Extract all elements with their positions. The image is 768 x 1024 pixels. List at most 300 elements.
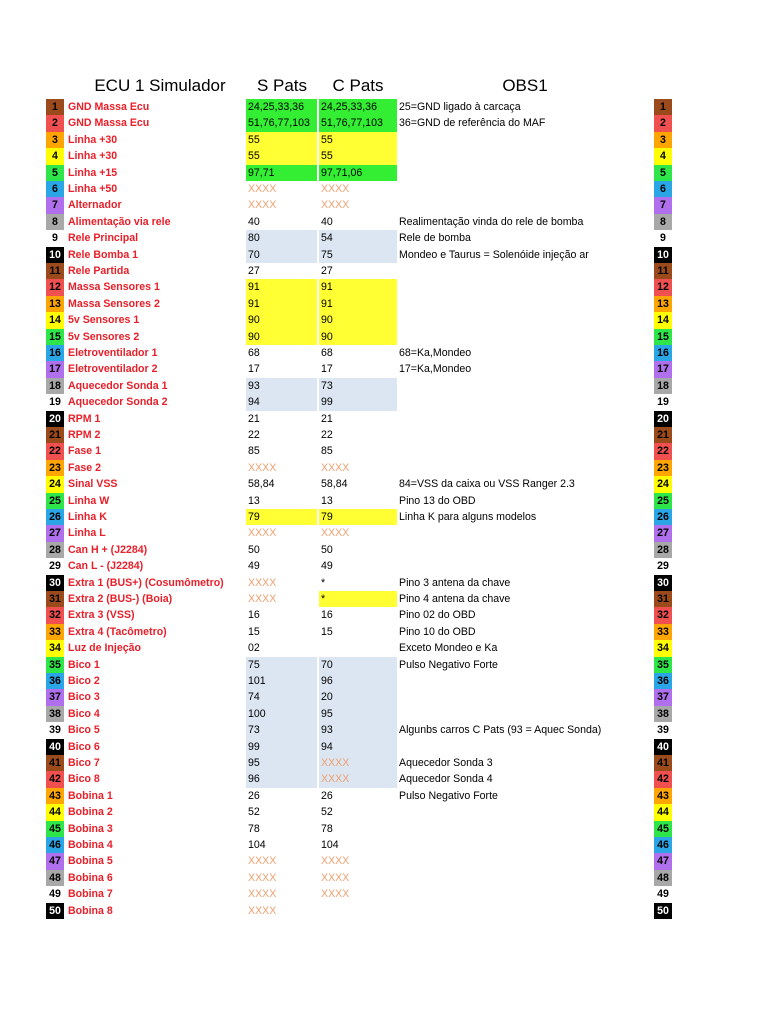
spats-value: 95 xyxy=(246,755,317,771)
pin-number: 34 xyxy=(46,640,64,656)
pin-number-right: 18 xyxy=(654,378,672,394)
pin-number-right: 15 xyxy=(654,329,672,345)
spats-value: 74 xyxy=(246,689,317,705)
cpats-value: 94 xyxy=(319,739,397,755)
pin-name: Aquecedor Sonda 2 xyxy=(68,396,168,409)
pin-number-right: 33 xyxy=(654,624,672,640)
pin-number: 44 xyxy=(46,804,64,820)
pin-number-right: 30 xyxy=(654,575,672,591)
table-row xyxy=(0,837,768,853)
table-row xyxy=(0,788,768,804)
spats-value: 40 xyxy=(248,215,260,228)
cpats-value: 16 xyxy=(321,609,333,622)
spats-value: 99 xyxy=(246,739,317,755)
pin-number-right: 34 xyxy=(654,640,672,656)
pin-name: Linha +50 xyxy=(68,183,118,195)
pin-number-right: 49 xyxy=(654,886,672,902)
spats-value: 101 xyxy=(246,673,317,689)
pin-number-right: 7 xyxy=(654,197,672,213)
pin-number: 4 xyxy=(46,148,64,164)
table-row xyxy=(0,739,768,755)
pin-number: 45 xyxy=(46,821,64,837)
spats-value: XXXX xyxy=(248,888,277,901)
pin-number-right: 45 xyxy=(654,821,672,837)
pin-number-right: 44 xyxy=(654,804,672,820)
spats-value: XXXX xyxy=(248,199,277,212)
pin-name: Linha +30 xyxy=(68,150,118,163)
table-row xyxy=(0,214,768,230)
observation: 36=GND de referência do MAF xyxy=(399,117,546,130)
pin-number: 33 xyxy=(46,624,64,640)
spats-value: 93 xyxy=(246,378,317,394)
observation: Pino 3 antena da chave xyxy=(399,576,511,589)
table-row xyxy=(0,460,768,476)
cpats-value: 40 xyxy=(321,215,333,228)
title-header: ECU 1 Simulador xyxy=(94,76,226,95)
spats-value: 51,76,77,103 xyxy=(246,115,317,131)
observation xyxy=(399,148,649,164)
observation: Pulso Negativo Forte xyxy=(399,658,498,671)
pin-number-right: 32 xyxy=(654,607,672,623)
table-row xyxy=(0,165,768,181)
pin-number: 24 xyxy=(46,476,64,492)
pin-number: 12 xyxy=(46,279,64,295)
spats-value: 55 xyxy=(246,148,317,164)
pin-number: 13 xyxy=(46,296,64,312)
cpats-value: 27 xyxy=(321,265,333,277)
pin-number-right: 22 xyxy=(654,443,672,459)
table-row xyxy=(0,443,768,459)
observation xyxy=(399,853,649,869)
pin-number: 26 xyxy=(46,509,64,525)
pin-number-right: 17 xyxy=(654,361,672,377)
pin-number-right: 2 xyxy=(654,115,672,131)
observation xyxy=(399,706,649,722)
observation xyxy=(399,870,649,886)
observation: 84=VSS da caixa ou VSS Ranger 2.3 xyxy=(399,478,575,491)
table-row xyxy=(0,591,768,607)
observation xyxy=(399,673,649,689)
spats-header: S Pats xyxy=(256,76,308,95)
cpats-value: 90 xyxy=(319,329,397,345)
table-row xyxy=(0,657,768,673)
pin-number-right: 8 xyxy=(654,214,672,230)
table-row xyxy=(0,345,768,361)
cpats-value: XXXX xyxy=(321,527,350,540)
cpats-value: 96 xyxy=(319,673,397,689)
table-row xyxy=(0,493,768,509)
pin-name: Extra 1 (BUS+) (Cosumômetro) xyxy=(68,576,224,589)
spats-value: 16 xyxy=(248,609,260,622)
pin-number: 20 xyxy=(46,411,64,427)
pin-number-right: 37 xyxy=(654,689,672,705)
table-row xyxy=(0,476,768,492)
table-row xyxy=(0,394,768,410)
pin-number: 38 xyxy=(46,706,64,722)
cpats-value: 26 xyxy=(321,789,333,802)
spats-value: 50 xyxy=(248,543,260,556)
pin-name: Bico 5 xyxy=(68,724,100,737)
pin-number: 1 xyxy=(46,99,64,115)
observation xyxy=(399,296,649,312)
pin-number-right: 23 xyxy=(654,460,672,476)
cpats-value: 99 xyxy=(319,394,397,410)
cpats-value: XXXX xyxy=(321,855,350,868)
spats-value: 73 xyxy=(246,722,317,738)
table-row xyxy=(0,870,768,886)
cpats-value: 85 xyxy=(321,445,333,458)
pin-number: 31 xyxy=(46,591,64,607)
pin-name: Aquecedor Sonda 1 xyxy=(68,379,168,392)
pin-number: 15 xyxy=(46,329,64,345)
observation: Pulso Negativo Forte xyxy=(399,789,498,802)
observation xyxy=(399,542,649,558)
pin-name: Extra 3 (VSS) xyxy=(68,609,135,622)
cpats-value: 20 xyxy=(319,689,397,705)
pin-number: 48 xyxy=(46,870,64,886)
table-row xyxy=(0,804,768,820)
cpats-value xyxy=(319,903,397,919)
pin-name: 5v Sensores 1 xyxy=(68,314,140,327)
spats-value: 15 xyxy=(248,625,260,638)
spats-value: 91 xyxy=(246,296,317,312)
spats-value: 94 xyxy=(246,394,317,410)
cpats-value: 22 xyxy=(321,429,333,441)
pin-name: Can H + (J2284) xyxy=(68,543,148,556)
observation xyxy=(399,329,649,345)
spats-value: 79 xyxy=(246,509,317,525)
observation: 17=Ka,Mondeo xyxy=(399,363,472,376)
cpats-value: XXXX xyxy=(321,461,350,474)
observation: Aquecedor Sonda 3 xyxy=(399,757,493,769)
pin-name: 5v Sensores 2 xyxy=(68,330,140,343)
pin-number: 23 xyxy=(46,460,64,476)
spats-value: 52 xyxy=(248,806,260,819)
pin-name: Luz de Injeção xyxy=(68,642,141,655)
pin-number: 29 xyxy=(46,558,64,574)
pin-number: 17 xyxy=(46,361,64,377)
observation xyxy=(399,443,649,459)
cpats-value: 79 xyxy=(319,509,397,525)
pin-number-right: 12 xyxy=(654,279,672,295)
observation xyxy=(399,689,649,705)
cpats-value: 91 xyxy=(319,279,397,295)
cpats-value: 54 xyxy=(319,230,397,246)
pin-name: Bobina 8 xyxy=(68,904,113,917)
table-row xyxy=(0,427,768,443)
pin-number: 39 xyxy=(46,722,64,738)
pin-name: Bico 2 xyxy=(68,675,100,687)
pin-name: Linha K xyxy=(68,511,107,523)
spats-value: XXXX xyxy=(248,527,277,540)
pin-name: Rele Principal xyxy=(68,232,139,245)
pin-number-right: 36 xyxy=(654,673,672,689)
pin-number: 36 xyxy=(46,673,64,689)
table-row xyxy=(0,821,768,837)
pin-name: Massa Sensores 2 xyxy=(68,297,160,310)
table-row xyxy=(0,378,768,394)
cpats-value: * xyxy=(321,576,326,589)
spats-value: 80 xyxy=(246,230,317,246)
pin-name: Linha W xyxy=(68,494,110,507)
pin-number-right: 1 xyxy=(654,99,672,115)
pin-number-right: 39 xyxy=(654,722,672,738)
pin-number-right: 6 xyxy=(654,181,672,197)
cpats-value: XXXX xyxy=(319,771,397,787)
cpats-value: 13 xyxy=(321,494,333,507)
observation xyxy=(399,821,649,837)
pin-name: RPM 2 xyxy=(68,429,101,441)
cpats-value xyxy=(319,640,397,656)
cpats-value: 95 xyxy=(319,706,397,722)
pin-number-right: 21 xyxy=(654,427,672,443)
table-row xyxy=(0,197,768,213)
observation xyxy=(399,411,649,427)
table-row xyxy=(0,247,768,263)
spats-value: 90 xyxy=(246,329,317,345)
spats-value: 75 xyxy=(246,657,317,673)
obs-header: OBS1 xyxy=(502,76,548,95)
cpats-value: 55 xyxy=(319,148,397,164)
pin-number: 28 xyxy=(46,542,64,558)
pin-number: 50 xyxy=(46,903,64,919)
pin-number: 16 xyxy=(46,345,64,361)
table-row xyxy=(0,230,768,246)
pin-number-right: 9 xyxy=(654,230,672,246)
table-row xyxy=(0,903,768,919)
table-row xyxy=(0,411,768,427)
table-row xyxy=(0,279,768,295)
table-row xyxy=(0,722,768,738)
table-row xyxy=(0,329,768,345)
table-row xyxy=(0,755,768,771)
observation xyxy=(399,739,649,755)
pin-name: Alimentação via rele xyxy=(68,215,171,228)
pin-number-right: 42 xyxy=(654,771,672,787)
spats-value: 78 xyxy=(248,822,260,835)
cpats-value: XXXX xyxy=(321,871,350,884)
pin-number-right: 41 xyxy=(654,755,672,771)
observation xyxy=(399,903,649,919)
pin-name: Bico 4 xyxy=(68,707,100,720)
pin-number-right: 46 xyxy=(654,837,672,853)
pin-number: 40 xyxy=(46,739,64,755)
table-row xyxy=(0,558,768,574)
pin-number: 9 xyxy=(46,230,64,246)
observation xyxy=(399,804,649,820)
pin-number-right: 38 xyxy=(654,706,672,722)
pin-number-right: 5 xyxy=(654,165,672,181)
cpats-value: * xyxy=(319,591,397,607)
observation: Pino 4 antena da chave xyxy=(399,593,511,605)
observation xyxy=(399,197,649,213)
table-row xyxy=(0,689,768,705)
observation xyxy=(399,837,649,853)
observation xyxy=(399,378,649,394)
observation xyxy=(399,460,649,476)
table-row xyxy=(0,673,768,689)
pin-number-right: 47 xyxy=(654,853,672,869)
pin-number-right: 13 xyxy=(654,296,672,312)
table-row xyxy=(0,132,768,148)
pin-number: 42 xyxy=(46,771,64,787)
pin-name: GND Massa Ecu xyxy=(68,101,150,113)
pin-number-right: 43 xyxy=(654,788,672,804)
observation xyxy=(399,394,649,410)
cpats-value: 73 xyxy=(319,378,397,394)
observation: Algunbs carros C Pats (93 = Aquec Sonda) xyxy=(399,724,602,737)
table-row xyxy=(0,706,768,722)
cpats-value: 21 xyxy=(321,412,333,425)
observation xyxy=(399,165,649,181)
pin-number-right: 10 xyxy=(654,247,672,263)
pin-number-right: 35 xyxy=(654,657,672,673)
pin-name: Bobina 2 xyxy=(68,806,113,819)
pin-number-right: 28 xyxy=(654,542,672,558)
spats-value: 26 xyxy=(248,789,260,802)
pin-name: Bico 7 xyxy=(68,757,100,769)
observation xyxy=(399,263,649,279)
cpats-value: XXXX xyxy=(321,888,350,901)
cpats-value: 75 xyxy=(319,247,397,263)
table-row xyxy=(0,148,768,164)
pin-number-right: 29 xyxy=(654,558,672,574)
pin-number: 37 xyxy=(46,689,64,705)
pin-name: Fase 1 xyxy=(68,445,101,458)
spats-value: 22 xyxy=(248,429,260,441)
table-row xyxy=(0,361,768,377)
spats-value: 58,84 xyxy=(248,478,275,491)
observation: Pino 02 do OBD xyxy=(399,609,476,622)
table-row xyxy=(0,296,768,312)
pin-name: Sinal VSS xyxy=(68,478,118,491)
pin-number: 30 xyxy=(46,575,64,591)
pin-name: Extra 4 (Tacômetro) xyxy=(68,625,167,638)
cpats-value: 50 xyxy=(321,543,333,556)
pin-name: Bobina 4 xyxy=(68,839,113,851)
spats-value: XXXX xyxy=(248,461,277,474)
pin-number: 32 xyxy=(46,607,64,623)
pin-number-right: 40 xyxy=(654,739,672,755)
pin-number: 8 xyxy=(46,214,64,230)
table-row xyxy=(0,115,768,131)
pin-number: 27 xyxy=(46,525,64,541)
pin-name: Extra 2 (BUS-) (Boia) xyxy=(68,593,173,605)
pin-name: Linha +30 xyxy=(68,133,118,146)
table-row xyxy=(0,542,768,558)
pin-name: Can L - (J2284) xyxy=(68,560,144,573)
observation xyxy=(399,558,649,574)
pin-number: 3 xyxy=(46,132,64,148)
pin-number-right: 19 xyxy=(654,394,672,410)
cpats-value: 55 xyxy=(319,132,397,148)
pin-number: 46 xyxy=(46,837,64,853)
pin-name: RPM 1 xyxy=(68,412,101,425)
pin-number-right: 20 xyxy=(654,411,672,427)
pin-number-right: 26 xyxy=(654,509,672,525)
pin-number: 11 xyxy=(46,263,64,279)
cpats-value: XXXX xyxy=(321,183,350,195)
spats-value: XXXX xyxy=(248,855,277,868)
observation: 25=GND ligado à carcaça xyxy=(399,101,521,113)
observation xyxy=(399,525,649,541)
pin-name: Bobina 1 xyxy=(68,789,113,802)
cpats-value: 15 xyxy=(321,625,333,638)
pin-number: 18 xyxy=(46,378,64,394)
cpats-value: 104 xyxy=(321,839,339,851)
observation xyxy=(399,427,649,443)
spats-value: 104 xyxy=(248,839,266,851)
pin-number-right: 50 xyxy=(654,903,672,919)
pin-name: GND Massa Ecu xyxy=(68,117,150,130)
pin-number: 5 xyxy=(46,165,64,181)
table-row xyxy=(0,99,768,115)
table-row xyxy=(0,886,768,902)
table-row xyxy=(0,607,768,623)
cpats-value: 78 xyxy=(321,822,333,835)
pin-name: Linha L xyxy=(68,527,106,540)
pin-number: 35 xyxy=(46,657,64,673)
spats-value: 17 xyxy=(248,363,260,376)
spats-value: 49 xyxy=(248,560,260,573)
spats-value: 55 xyxy=(246,132,317,148)
pin-number-right: 3 xyxy=(654,132,672,148)
pin-number-right: 4 xyxy=(654,148,672,164)
observation xyxy=(399,279,649,295)
cpats-value: 51,76,77,103 xyxy=(319,115,397,131)
pin-number: 10 xyxy=(46,247,64,263)
observation: Realimentação vinda do rele de bomba xyxy=(399,215,584,228)
cpats-value: 49 xyxy=(321,560,333,573)
table-row xyxy=(0,575,768,591)
spats-value: XXXX xyxy=(248,576,277,589)
pin-name: Rele Partida xyxy=(68,265,130,277)
pin-number-right: 25 xyxy=(654,493,672,509)
spats-value: 27 xyxy=(248,265,260,277)
pin-number: 21 xyxy=(46,427,64,443)
table-row xyxy=(0,640,768,656)
pin-name: Bico 3 xyxy=(68,691,100,704)
pin-number-right: 31 xyxy=(654,591,672,607)
pin-number-right: 24 xyxy=(654,476,672,492)
pin-name: Eletroventilador 2 xyxy=(68,363,158,376)
cpats-header: C Pats xyxy=(332,76,384,95)
observation: 68=Ka,Mondeo xyxy=(399,347,472,359)
cpats-value: 17 xyxy=(321,363,333,376)
spats-value: 100 xyxy=(246,706,317,722)
cpats-value: 90 xyxy=(319,312,397,328)
pin-number-right: 11 xyxy=(654,263,672,279)
pin-number: 19 xyxy=(46,394,64,410)
observation xyxy=(399,312,649,328)
cpats-value: 93 xyxy=(319,722,397,738)
cpats-value: 68 xyxy=(321,347,333,359)
spats-value: 68 xyxy=(248,347,260,359)
table-row xyxy=(0,771,768,787)
spats-value: 13 xyxy=(248,494,260,507)
pin-name: Bobina 6 xyxy=(68,871,113,884)
table-row xyxy=(0,312,768,328)
pin-name: Bico 8 xyxy=(68,773,100,786)
pin-name: Alternador xyxy=(68,199,122,212)
pin-number: 14 xyxy=(46,312,64,328)
cpats-value: 91 xyxy=(319,296,397,312)
cpats-value: XXXX xyxy=(321,199,350,212)
pin-number: 49 xyxy=(46,886,64,902)
pin-number: 47 xyxy=(46,853,64,869)
pin-name: Bico 6 xyxy=(68,740,100,753)
cpats-value: 97,71,06 xyxy=(319,165,397,181)
